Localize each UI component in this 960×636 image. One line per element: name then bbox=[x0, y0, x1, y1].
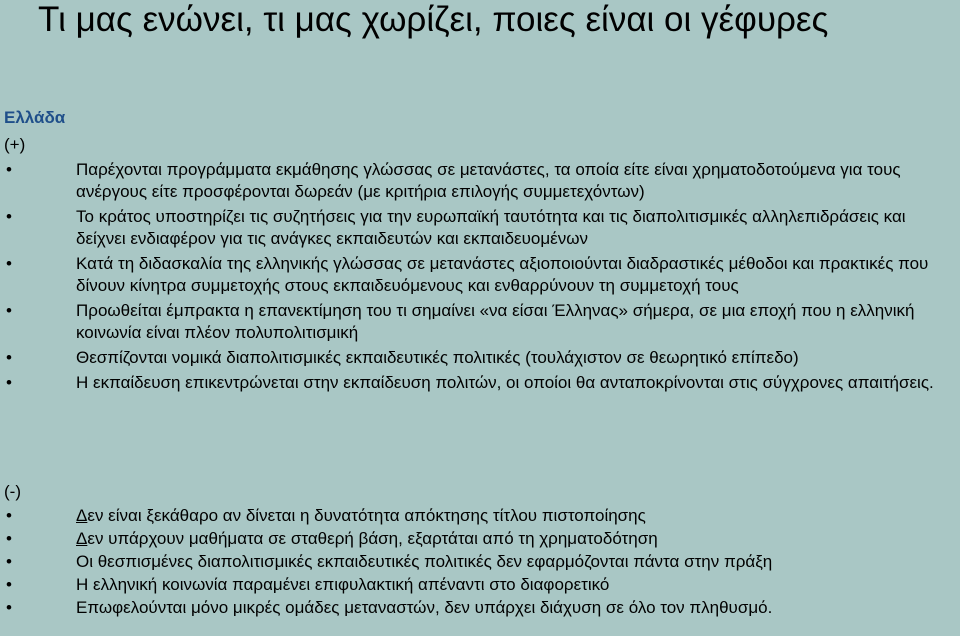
list-item bbox=[0, 300, 960, 344]
list-item-text bbox=[76, 597, 956, 619]
bullet-icon: • bbox=[6, 598, 12, 617]
list-item bbox=[0, 505, 960, 527]
list-item-text: Το κράτος υποστηρίζει τις συζητήσεις για την ευρωπαϊκή ταυτότητα και τις διαπολιτισμικές αλληλεπιδράσεις και δείχνει ενδιαφέρον για τις ανάγκες εκπαιδευτών και εκπαιδευομένων bbox=[76, 207, 906, 248]
underlined-initial: Δ bbox=[76, 529, 88, 548]
country-heading: Ελλάδα bbox=[4, 108, 66, 127]
list-item bbox=[0, 253, 960, 297]
bullet-icon: • bbox=[6, 373, 12, 392]
list-item-rest: Η ελληνική κοινωνία παραμένει επιφυλακτική απέναντι στο διαφορετικό bbox=[76, 575, 610, 594]
bullet-icon: • bbox=[6, 575, 12, 594]
list-item bbox=[0, 347, 960, 369]
list-item bbox=[0, 159, 960, 203]
bullet-icon: • bbox=[6, 301, 12, 320]
list-item bbox=[0, 597, 960, 619]
bullet-icon: • bbox=[6, 529, 12, 548]
bullet-icon: • bbox=[6, 207, 12, 226]
list-item bbox=[0, 206, 960, 250]
negatives-list bbox=[0, 505, 960, 620]
bullet-icon: • bbox=[6, 254, 12, 273]
list-item bbox=[0, 574, 960, 596]
underlined-initial: Δ bbox=[76, 506, 88, 525]
negatives-label: (-) bbox=[4, 482, 21, 501]
list-item bbox=[0, 372, 960, 394]
list-item-text: Κατά τη διδασκαλία της ελληνικής γλώσσας σε μετανάστες αξιοποιούνται διαδραστικές μέθοδοι και πρακτικές που δίνουν κίνητρα συμμετοχής στους εκπαιδευόμενους και ενθαρρύνουν τη συμμετοχή τους bbox=[76, 254, 929, 295]
list-item-text bbox=[76, 574, 956, 596]
positives-label: (+) bbox=[4, 135, 26, 154]
bullet-icon: • bbox=[6, 552, 12, 571]
list-item-text bbox=[76, 551, 956, 573]
list-item-rest: Οι θεσπισμένες διαπολιτισμικές εκπαιδευτικές πολιτικές δεν εφαρμόζονται πάντα στην πράξη bbox=[76, 552, 773, 571]
list-item-text: Προωθείται έμπρακτα η επανεκτίμηση του τι σημαίνει «να είσαι Έλληνας» σήμερα, σε μια εποχή που η ελληνική κοινωνία είναι πλέον πολυπολιτισμική bbox=[76, 301, 915, 342]
list-item-text bbox=[76, 528, 956, 550]
list-item-rest: εν είναι ξεκάθαρο αν δίνεται η δυνατότητα απόκτησης τίτλου πιστοποίησης bbox=[87, 506, 646, 525]
bullet-icon: • bbox=[6, 160, 12, 179]
list-item-text: Παρέχονται προγράμματα εκμάθησης γλώσσας σε μετανάστες, τα οποία είτε είναι χρηματοδοτούμενα για τους ανέργους είτε προσφέρονται δωρεάν (με κριτήρια επιλογής συμμετεχόντων) bbox=[76, 160, 901, 201]
list-item bbox=[0, 551, 960, 573]
list-item-rest: εν υπάρχουν μαθήματα σε σταθερή βάση, εξαρτάται από τη χρηματοδότηση bbox=[87, 529, 658, 548]
list-item-text: Η εκπαίδευση επικεντρώνεται στην εκπαίδευση πολιτών, οι οποίοι θα ανταποκρίνονται στις σύγχρονες απαιτήσεις. bbox=[76, 373, 934, 392]
list-item-rest: Επωφελούνται μόνο μικρές ομάδες μεταναστών, δεν υπάρχει διάχυση σε όλο τον πληθυσμό. bbox=[76, 598, 773, 617]
list-item-text: Θεσπίζονται νομικά διαπολιτισμικές εκπαιδευτικές πολιτικές (τουλάχιστον σε θεωρητικό επίπεδο) bbox=[76, 348, 799, 367]
bullet-icon: • bbox=[6, 348, 12, 367]
list-item bbox=[0, 528, 960, 550]
list-item-text bbox=[76, 505, 956, 527]
slide-title: Τι μας ενώνει, τι μας χωρίζει, ποιες είναι οι γέφυρες bbox=[38, 0, 829, 39]
positives-list bbox=[0, 159, 960, 397]
bullet-icon: • bbox=[6, 506, 12, 525]
